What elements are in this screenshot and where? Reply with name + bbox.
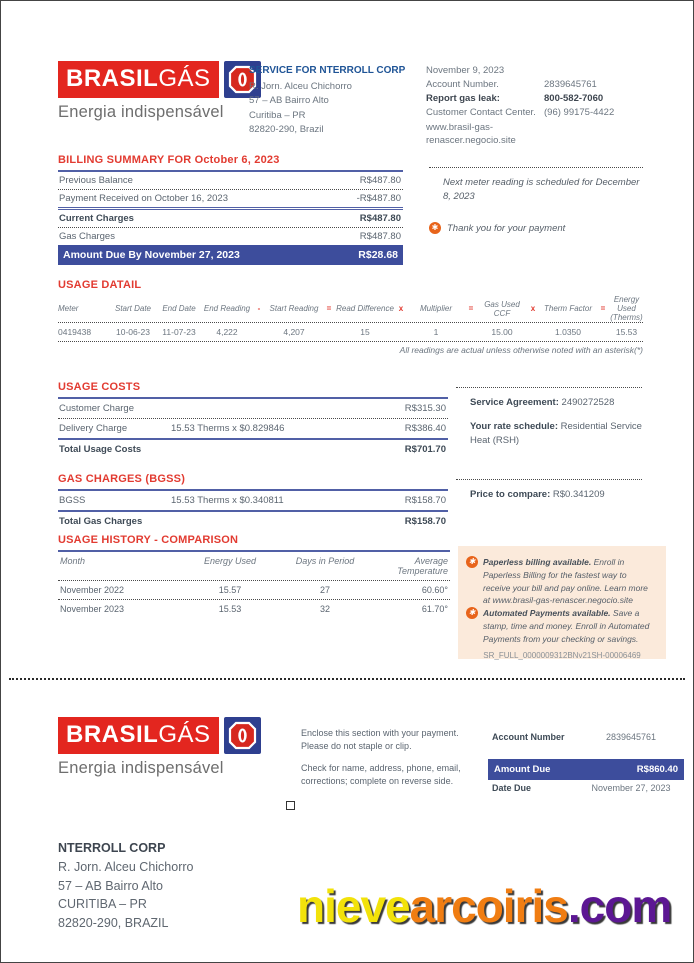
brand-tagline: Energia indispensável bbox=[58, 759, 224, 777]
watermark-part-1: nieve bbox=[297, 880, 410, 932]
price-to-compare-label: Price to compare: bbox=[470, 489, 551, 500]
history-temp: 61.70° bbox=[421, 604, 448, 614]
gas-total-amount: R$158.70 bbox=[404, 516, 446, 527]
gas-charges-title: GAS CHARGES (BGSS) bbox=[58, 473, 186, 485]
promo-bold: Automated Payments available. bbox=[483, 608, 611, 618]
contact-info-block bbox=[426, 65, 644, 148]
end-reading-value: 4,222 bbox=[216, 327, 238, 337]
stub-instructions bbox=[301, 727, 479, 797]
history-days: 27 bbox=[319, 585, 330, 595]
mail-line: NTERROLL CORP bbox=[58, 841, 166, 855]
contact-center-phone: (96) 99175-4422 bbox=[544, 107, 615, 118]
watermark-part-3: .com bbox=[567, 880, 672, 932]
usage-history-header-row bbox=[58, 552, 450, 580]
promo-box bbox=[458, 546, 666, 659]
billing-row-label: Payment Received on October 16, 2023 bbox=[59, 193, 228, 204]
stub-instruction-1: Enclose this section with your payment. Please do not staple or clip. bbox=[301, 728, 459, 752]
stub-date-due-value: November 27, 2023 bbox=[591, 783, 671, 793]
col-start-reading: Start Reading bbox=[269, 304, 319, 313]
operator-times: x bbox=[398, 304, 404, 313]
billing-row-amount: R$487.80 bbox=[359, 175, 401, 186]
brand-wordmark bbox=[58, 61, 219, 98]
brand-name-bold: BRASIL bbox=[66, 65, 159, 92]
brand-logo bbox=[58, 61, 243, 122]
history-month: November 2023 bbox=[60, 604, 125, 614]
cost-total-label: Total Usage Costs bbox=[59, 444, 142, 455]
billing-row-amount: -R$487.80 bbox=[356, 193, 401, 204]
stub-brand-logo bbox=[58, 717, 243, 778]
col-start-date: Start Date bbox=[114, 304, 151, 313]
history-days: 32 bbox=[319, 604, 330, 614]
gas-charge-label: BGSS bbox=[59, 495, 86, 506]
gas-used-ccf-value: 15.00 bbox=[491, 327, 513, 337]
mail-line: 57 – AB Bairro Alto bbox=[58, 878, 163, 893]
col-days-in-period: Days in Period bbox=[295, 556, 355, 566]
billing-row-label: Gas Charges bbox=[59, 231, 115, 242]
stub-account-label: Account Number bbox=[492, 732, 565, 742]
website-link: www.brasil-gas-renascer.negocio.site bbox=[426, 122, 516, 147]
billing-summary-title: BILLING SUMMARY FOR October 6, 2023 bbox=[58, 154, 280, 166]
billing-row-amount: R$487.80 bbox=[359, 231, 401, 242]
contact-center-label: Customer Contact Center. bbox=[426, 107, 536, 118]
account-number-value: 2839645761 bbox=[544, 79, 597, 90]
mail-line: R. Jorn. Alceu Chichorro bbox=[58, 859, 194, 874]
usage-history-title: USAGE HISTORY - COMPARISON bbox=[58, 534, 239, 546]
promo-item bbox=[466, 607, 656, 645]
promo-text: Enroll in Paperless Billing for the fastest way to receive your bill and pay online. Learn more at www.brasil-gas-renascer.negocio.site bbox=[483, 557, 648, 606]
octagon-icon bbox=[224, 717, 261, 754]
promo-text: Save a stamp, time and money. Enroll in Automated Payments from your checking or savings. bbox=[483, 608, 650, 644]
mail-line: 82820-290, BRAZIL bbox=[58, 916, 169, 930]
promo-bold: Paperless billing available. bbox=[483, 557, 592, 567]
price-to-compare-value: R$0.341209 bbox=[552, 489, 605, 500]
document-code: SR_FULL_0000009312BNv21SH-00006469 bbox=[483, 651, 641, 660]
star-icon: ✱ bbox=[429, 222, 441, 234]
cost-total-row bbox=[58, 438, 448, 459]
gas-leak-phone: 800-582-7060 bbox=[544, 93, 604, 104]
meter-value: 0419438 bbox=[58, 327, 92, 337]
stub-instruction-2: Check for name, address, phone, email, corrections; complete on reverse side. bbox=[301, 763, 461, 787]
rate-schedule-label: Your rate schedule: bbox=[470, 420, 558, 432]
col-read-difference: Read Difference bbox=[336, 304, 394, 313]
star-icon: ✱ bbox=[466, 607, 478, 619]
operator-equals: = bbox=[326, 304, 332, 313]
billing-row bbox=[58, 227, 403, 245]
history-month: November 2022 bbox=[60, 585, 125, 595]
cost-total-amount: R$701.70 bbox=[404, 444, 446, 455]
col-average-temperature: Average Temperature bbox=[397, 556, 448, 576]
billing-notes bbox=[429, 167, 643, 235]
stub-amount-due-value: R$860.40 bbox=[636, 764, 678, 775]
usage-detail-section bbox=[58, 279, 643, 355]
multiplier-value: 1 bbox=[433, 327, 439, 337]
cost-row-amount: R$386.40 bbox=[404, 423, 446, 434]
readings-note: All readings are actual unless otherwise noted with an asterisk(*) bbox=[399, 345, 643, 355]
amount-due-value: R$28.68 bbox=[358, 249, 398, 261]
stub-payment-block bbox=[488, 729, 684, 796]
gas-total-label: Total Gas Charges bbox=[59, 516, 143, 527]
service-address-line: 82820-290, Brazil bbox=[249, 123, 324, 135]
amount-due-bar bbox=[58, 245, 403, 265]
billing-row bbox=[58, 172, 403, 189]
operator-minus: - bbox=[257, 304, 261, 313]
gas-charge-row bbox=[58, 491, 448, 510]
cost-row bbox=[58, 418, 448, 438]
billing-row-label: Previous Balance bbox=[59, 175, 133, 186]
usage-history-row bbox=[58, 580, 450, 599]
amount-due-label: Amount Due By November 27, 2023 bbox=[63, 249, 240, 261]
service-address-line: Curitiba – PR bbox=[249, 109, 306, 121]
service-agreement-block bbox=[456, 387, 642, 457]
col-therm-factor: Therm Factor bbox=[543, 304, 592, 313]
history-temp: 60.60° bbox=[421, 585, 448, 595]
watermark-part-2: arcoiris bbox=[409, 880, 568, 932]
col-multiplier: Multiplier bbox=[419, 304, 452, 313]
bill-date: November 9, 2023 bbox=[426, 65, 505, 76]
operator-equals: = bbox=[468, 304, 474, 313]
end-date-value: 11-07-23 bbox=[162, 327, 196, 337]
address-change-checkbox[interactable] bbox=[286, 801, 295, 810]
usage-detail-data-row bbox=[58, 322, 643, 342]
stub-amount-due-label: Amount Due bbox=[494, 764, 551, 775]
billing-summary-section bbox=[58, 154, 403, 265]
cost-row-detail bbox=[171, 403, 376, 414]
billing-row-label: Current Charges bbox=[59, 213, 134, 224]
mail-line: CURITIBA – PR bbox=[58, 897, 147, 912]
mailing-address-block bbox=[58, 839, 193, 933]
billing-row bbox=[58, 189, 403, 207]
usage-history-row bbox=[58, 599, 450, 618]
account-number-label: Account Number. bbox=[426, 79, 499, 90]
cost-row-label: Customer Charge bbox=[59, 403, 134, 414]
gas-leak-label: Report gas leak: bbox=[426, 93, 500, 104]
watermark bbox=[297, 879, 671, 933]
cost-row-detail: 15.53 Therms x $0.829846 bbox=[171, 423, 285, 434]
stub-date-due-label: Date Due bbox=[492, 783, 532, 793]
cost-row-label: Delivery Charge bbox=[59, 423, 128, 434]
usage-detail-title: USAGE DATAIL bbox=[58, 279, 142, 291]
usage-costs-section bbox=[58, 381, 448, 531]
gas-total-row bbox=[58, 510, 448, 531]
therm-factor-value: 1.0350 bbox=[555, 327, 581, 337]
brand-name-bold: BRASIL bbox=[66, 721, 159, 748]
col-end-date: End Date bbox=[162, 304, 196, 313]
cost-row bbox=[58, 399, 448, 418]
brand-wordmark bbox=[58, 717, 219, 754]
perforation-line bbox=[9, 678, 685, 680]
promo-item bbox=[466, 556, 656, 607]
start-reading-value: 4,207 bbox=[283, 327, 305, 337]
usage-detail-header-row bbox=[58, 295, 643, 322]
star-icon: ✱ bbox=[466, 556, 478, 568]
next-reading-note: Next meter reading is scheduled for December 8, 2023 bbox=[443, 177, 640, 202]
thank-you-note: Thank you for your payment bbox=[447, 222, 566, 234]
operator-equals: = bbox=[600, 304, 606, 313]
billing-row bbox=[58, 207, 403, 227]
stub-account-value: 2839645761 bbox=[605, 732, 657, 742]
history-energy: 15.53 bbox=[218, 604, 242, 614]
stub-amount-due-bar bbox=[488, 759, 684, 780]
col-energy-used: Energy Used bbox=[203, 556, 257, 566]
brand-name-light: GÁS bbox=[158, 65, 211, 92]
service-title: SERVICE FOR NTERROLL CORP bbox=[249, 65, 406, 76]
service-agreement-value: 2490272528 bbox=[561, 397, 615, 408]
read-difference-value: 15 bbox=[360, 327, 370, 337]
cost-row-amount: R$315.30 bbox=[404, 403, 446, 414]
brand-name-light: GÁS bbox=[158, 721, 211, 748]
history-energy: 15.57 bbox=[218, 585, 242, 595]
col-month: Month bbox=[60, 556, 86, 566]
service-address-line: R. Jorn. Alceu Chichorro bbox=[249, 81, 352, 92]
usage-costs-title: USAGE COSTS bbox=[58, 381, 141, 393]
gas-charge-detail: 15.53 Therms x $0.340811 bbox=[171, 495, 284, 506]
gas-charge-amount: R$158.70 bbox=[404, 495, 446, 506]
usage-history-section bbox=[58, 534, 450, 618]
col-gas-used-ccf: Gas Used CCF bbox=[484, 299, 520, 318]
operator-times: x bbox=[530, 304, 536, 313]
rate-schedule-value: Residential Service Heat (RSH) bbox=[470, 420, 642, 446]
service-agreement-label: Service Agreement: bbox=[470, 397, 559, 408]
energy-used-value: 15.53 bbox=[615, 327, 638, 337]
brand-tagline: Energia indispensável bbox=[58, 103, 224, 121]
service-address-block bbox=[249, 65, 424, 137]
col-meter: Meter bbox=[58, 304, 79, 313]
start-date-value: 10-06-23 bbox=[115, 327, 151, 337]
price-to-compare-block bbox=[456, 479, 642, 512]
col-energy-used: Energy Used (Therms) bbox=[610, 295, 643, 322]
col-end-reading: End Reading bbox=[203, 304, 251, 313]
service-address-line: 57 – AB Bairro Alto bbox=[249, 95, 329, 107]
billing-row-amount: R$487.80 bbox=[359, 213, 401, 224]
